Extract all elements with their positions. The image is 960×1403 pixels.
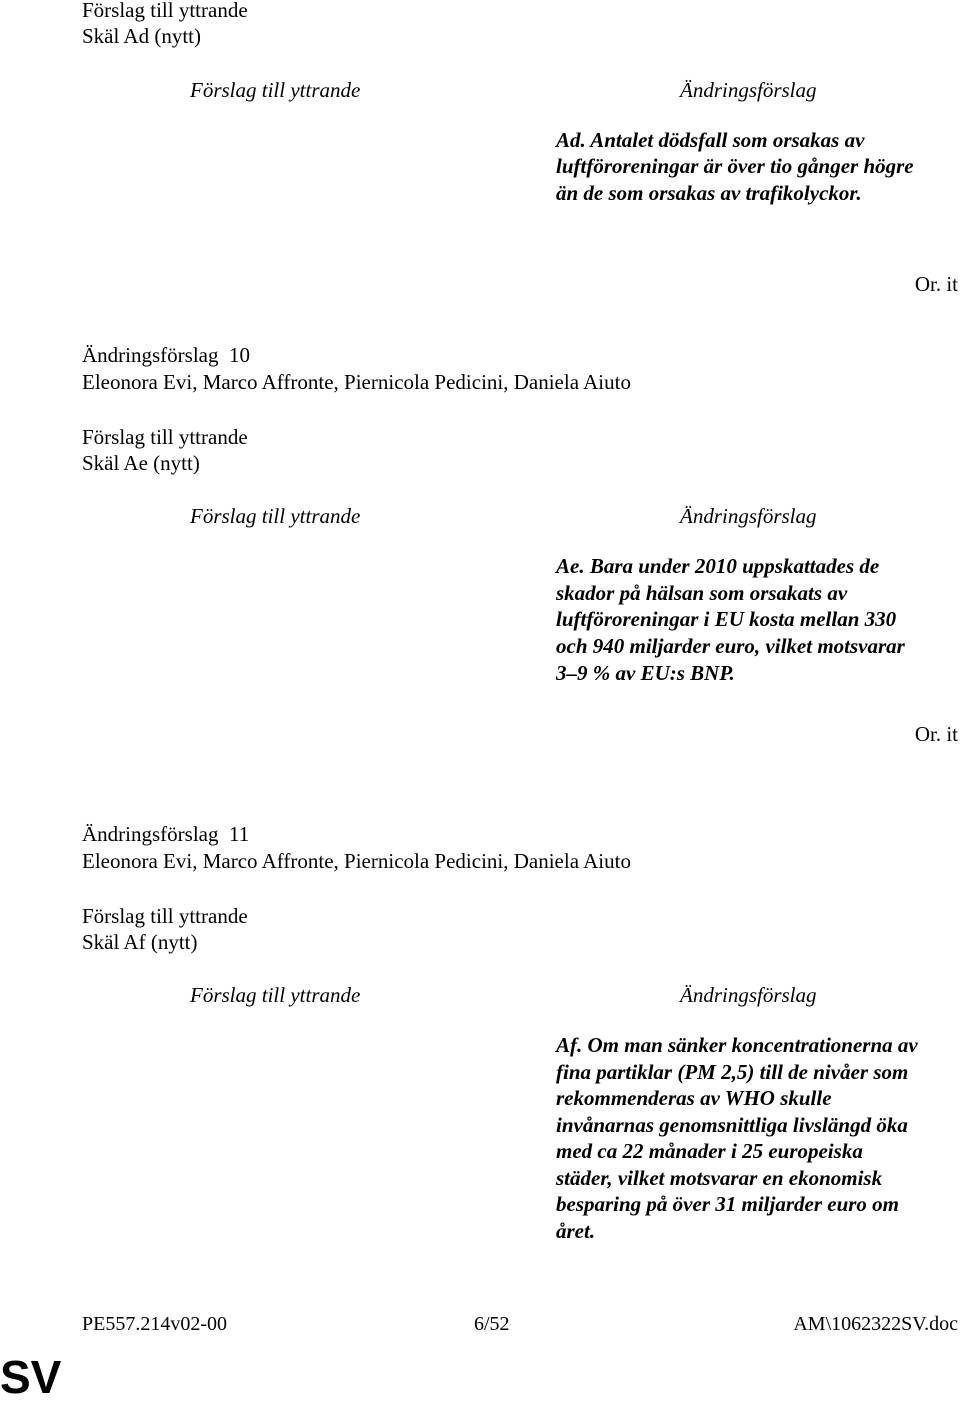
amendment-title <box>82 342 250 368</box>
amendment-line: än de som orsakas av trafikolyckor. <box>556 181 862 205</box>
column-header-proposal: Förslag till yttrande <box>190 504 361 528</box>
amendment-title-label: Ändringsförslag <box>82 343 219 367</box>
column-header-proposal: Förslag till yttrande <box>190 78 361 102</box>
amendment-authors: Eleonora Evi, Marco Affronte, Piernicola Pedicini, Daniela Aiuto <box>82 849 631 873</box>
heading-recital: Skäl Ad (nytt) <box>82 24 201 48</box>
footer-file-name: AM\1062322SV.doc <box>793 1313 958 1335</box>
amendment-line: besparing på över 31 miljarder euro om <box>556 1192 900 1216</box>
amendment-line: och 940 miljarder euro, vilket motsvarar <box>556 634 905 658</box>
heading-proposal: Förslag till yttrande <box>82 425 248 449</box>
column-header-amendment: Ändringsförslag <box>680 504 817 528</box>
amendment-title-label: Ändringsförslag <box>82 822 219 846</box>
amendment-line: städer, vilket motsvarar en ekonomisk <box>556 1166 883 1190</box>
heading-proposal: Förslag till yttrande <box>82 0 248 22</box>
amendment-title <box>82 821 249 847</box>
amendment-line: Ad. Antalet dödsfall som orsakas av <box>556 128 865 152</box>
amendment-number: 11 <box>228 822 250 846</box>
footer-page-number: 6/52 <box>474 1313 510 1335</box>
amendment-authors: Eleonora Evi, Marco Affronte, Piernicola Pedicini, Daniela Aiuto <box>82 370 631 394</box>
amendment-line: med ca 22 månader i 25 europeiska <box>556 1139 863 1163</box>
heading-recital: Skäl Af (nytt) <box>82 930 198 954</box>
amendment-line: rekommenderas av WHO skulle <box>556 1086 832 1110</box>
amendment-line: fina partiklar (PM 2,5) till de nivåer som <box>556 1060 909 1084</box>
heading-recital: Skäl Ae (nytt) <box>82 451 200 475</box>
amendment-line: skador på hälsan som orsakats av <box>556 581 848 605</box>
column-header-amendment: Ändringsförslag <box>680 983 817 1007</box>
amendment-line: Ae. Bara under 2010 uppskattades de <box>556 554 880 578</box>
heading-proposal: Förslag till yttrande <box>82 904 248 928</box>
original-language: Or. it <box>914 722 958 746</box>
column-header-amendment: Ändringsförslag <box>680 78 817 102</box>
language-code: SV <box>0 1351 62 1403</box>
original-language: Or. it <box>914 272 958 296</box>
amendment-line: 3–9 % av EU:s BNP. <box>556 661 735 685</box>
amendment-line: invånarnas genomsnittliga livslängd öka <box>556 1113 908 1137</box>
amendment-line: luftföroreningar är över tio gånger högre <box>556 154 914 178</box>
footer-doc-ref: PE557.214v02-00 <box>82 1313 227 1335</box>
amendment-line: Af. Om man sänker koncentrationerna av <box>556 1033 918 1057</box>
amendment-number: 10 <box>228 343 250 367</box>
amendment-line: luftföroreningar i EU kosta mellan 330 <box>556 607 897 631</box>
amendment-line: året. <box>556 1219 596 1243</box>
column-header-proposal: Förslag till yttrande <box>190 983 361 1007</box>
